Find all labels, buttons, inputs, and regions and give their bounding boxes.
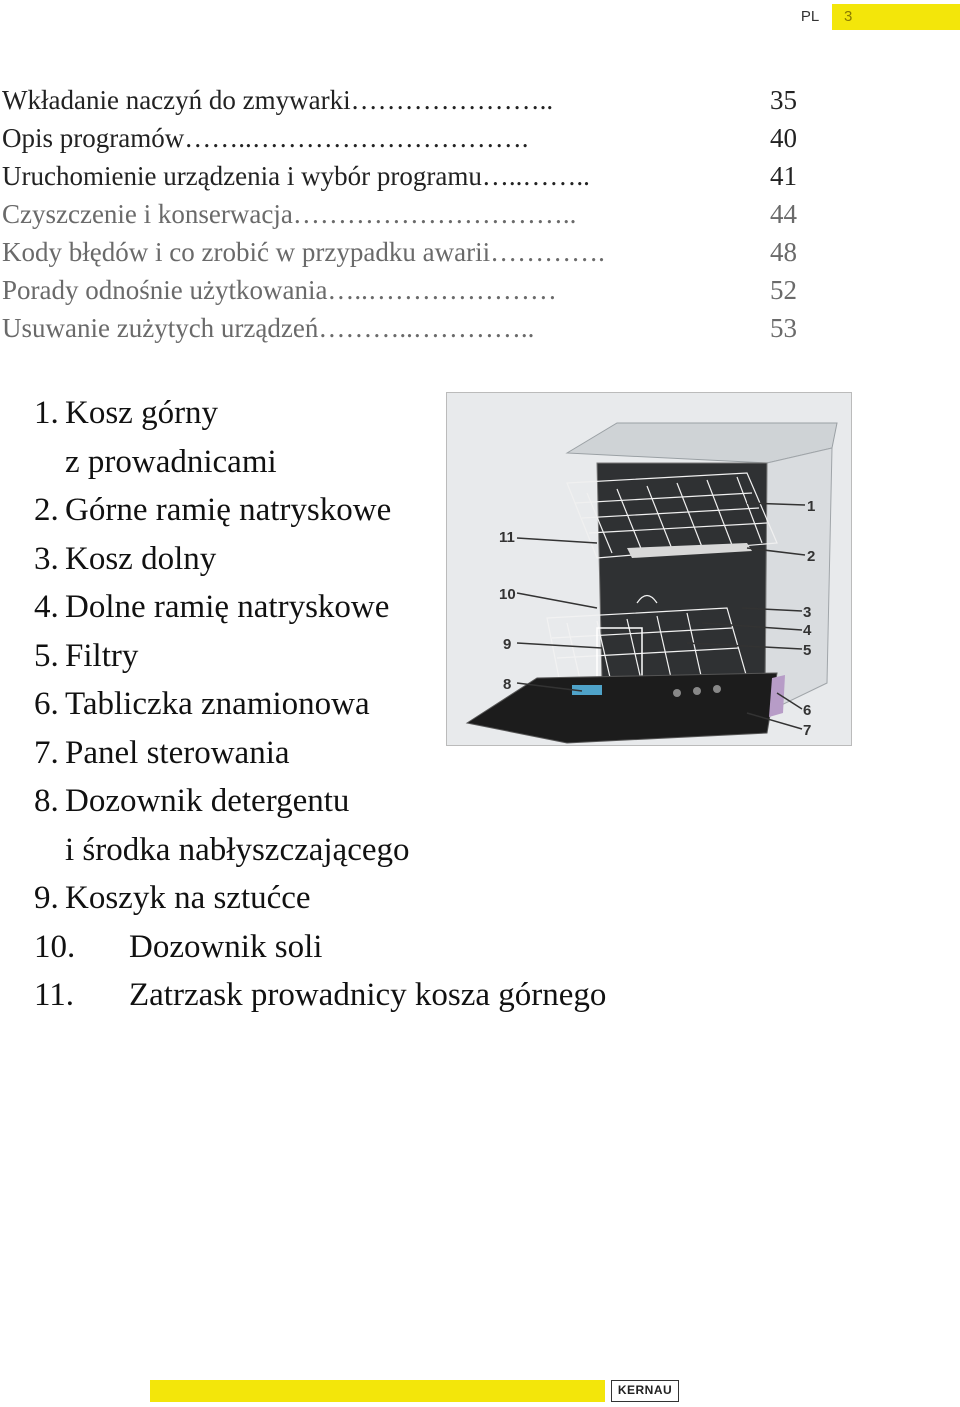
callout-5: 5: [803, 642, 812, 659]
part-number: 8.: [34, 783, 59, 819]
toc-entry[interactable]: [2, 158, 822, 196]
toc-entry-title: Opis programów……..………………………….: [2, 123, 529, 153]
part-label: z prowadnicami: [65, 443, 277, 480]
callout-10: 10: [499, 586, 516, 603]
toc-entry-page: 35: [770, 85, 797, 115]
toc-entry-title: Porady odnośnie użytkowania…..…………………: [2, 275, 557, 305]
toc-entry-page: 53: [770, 313, 797, 343]
part-number: 5.: [34, 637, 59, 674]
toc-entry-title: Kody błędów i co zrobić w przypadku awarii………….: [2, 237, 605, 267]
callout-8: 8: [503, 676, 512, 693]
toc-entry-page: 40: [770, 123, 797, 153]
toc-entry[interactable]: [2, 234, 822, 272]
callout-1: 1: [807, 498, 816, 515]
part-label: Koszyk na sztućce: [65, 880, 311, 916]
toc-entry-page: 52: [770, 275, 797, 305]
part-number: 10.: [34, 928, 76, 965]
callout-4: 4: [803, 622, 812, 639]
part-label: Panel sterowania: [65, 734, 290, 771]
language-code: PL: [800, 8, 820, 25]
toc-entry-title: Czyszczenie i konserwacja…………………………..: [2, 199, 577, 229]
toc-entry[interactable]: [2, 196, 822, 234]
part-number: 1.: [34, 395, 59, 431]
part-label: Dozownik soli: [129, 928, 323, 965]
callout-7: 7: [803, 722, 812, 739]
part-label: Tabliczka znamionowa: [65, 686, 370, 722]
toc-entry[interactable]: [2, 272, 822, 310]
part-label: Górne ramię natryskowe: [65, 492, 392, 528]
part-number: 9.: [34, 880, 59, 916]
part-label: Dozownik detergentu: [65, 783, 350, 819]
toc-entry-page: 44: [770, 199, 797, 229]
part-number: 11.: [34, 977, 75, 1013]
part-label: Filtry: [65, 637, 139, 674]
part-label: Zatrzask prowadnicy kosza górnego: [129, 977, 607, 1013]
toc-entry-title: Usuwanie zużytych urządzeń………..…………..: [2, 313, 535, 343]
callout-6: 6: [803, 702, 812, 719]
brand-logo: KERNAU: [611, 1380, 679, 1402]
page-number-badge: 3: [832, 4, 960, 30]
toc-entry-page: 48: [770, 237, 797, 267]
toc-entry-title: Uruchomienie urządzenia i wybór programu…..……..: [2, 161, 590, 191]
callout-3: 3: [803, 604, 812, 621]
part-number: 3.: [34, 540, 59, 577]
part-label: i środka nabłyszczającego: [65, 831, 410, 868]
part-number: 6.: [34, 686, 59, 722]
toc-entry[interactable]: [2, 310, 822, 348]
part-label: Dolne ramię natryskowe: [65, 589, 390, 625]
dishwasher-diagram: [446, 392, 852, 746]
toc-entry[interactable]: [2, 82, 822, 120]
footer-accent-bar: [150, 1380, 605, 1402]
dishwasher-illustration: [447, 393, 851, 745]
part-number: 7.: [34, 734, 59, 771]
toc-entry[interactable]: [2, 120, 822, 158]
toc-entry-title: Wkładanie naczyń do zmywarki…………………..: [2, 85, 554, 115]
callout-9: 9: [503, 636, 512, 653]
part-label: Kosz górny: [65, 395, 219, 431]
toc-entry-page: 41: [770, 161, 797, 191]
part-label: Kosz dolny: [65, 540, 217, 577]
callout-2: 2: [807, 548, 816, 565]
part-number: 2.: [34, 492, 59, 528]
part-number: 4.: [34, 589, 59, 625]
callout-11: 11: [499, 529, 515, 546]
table-of-contents: [2, 82, 822, 348]
